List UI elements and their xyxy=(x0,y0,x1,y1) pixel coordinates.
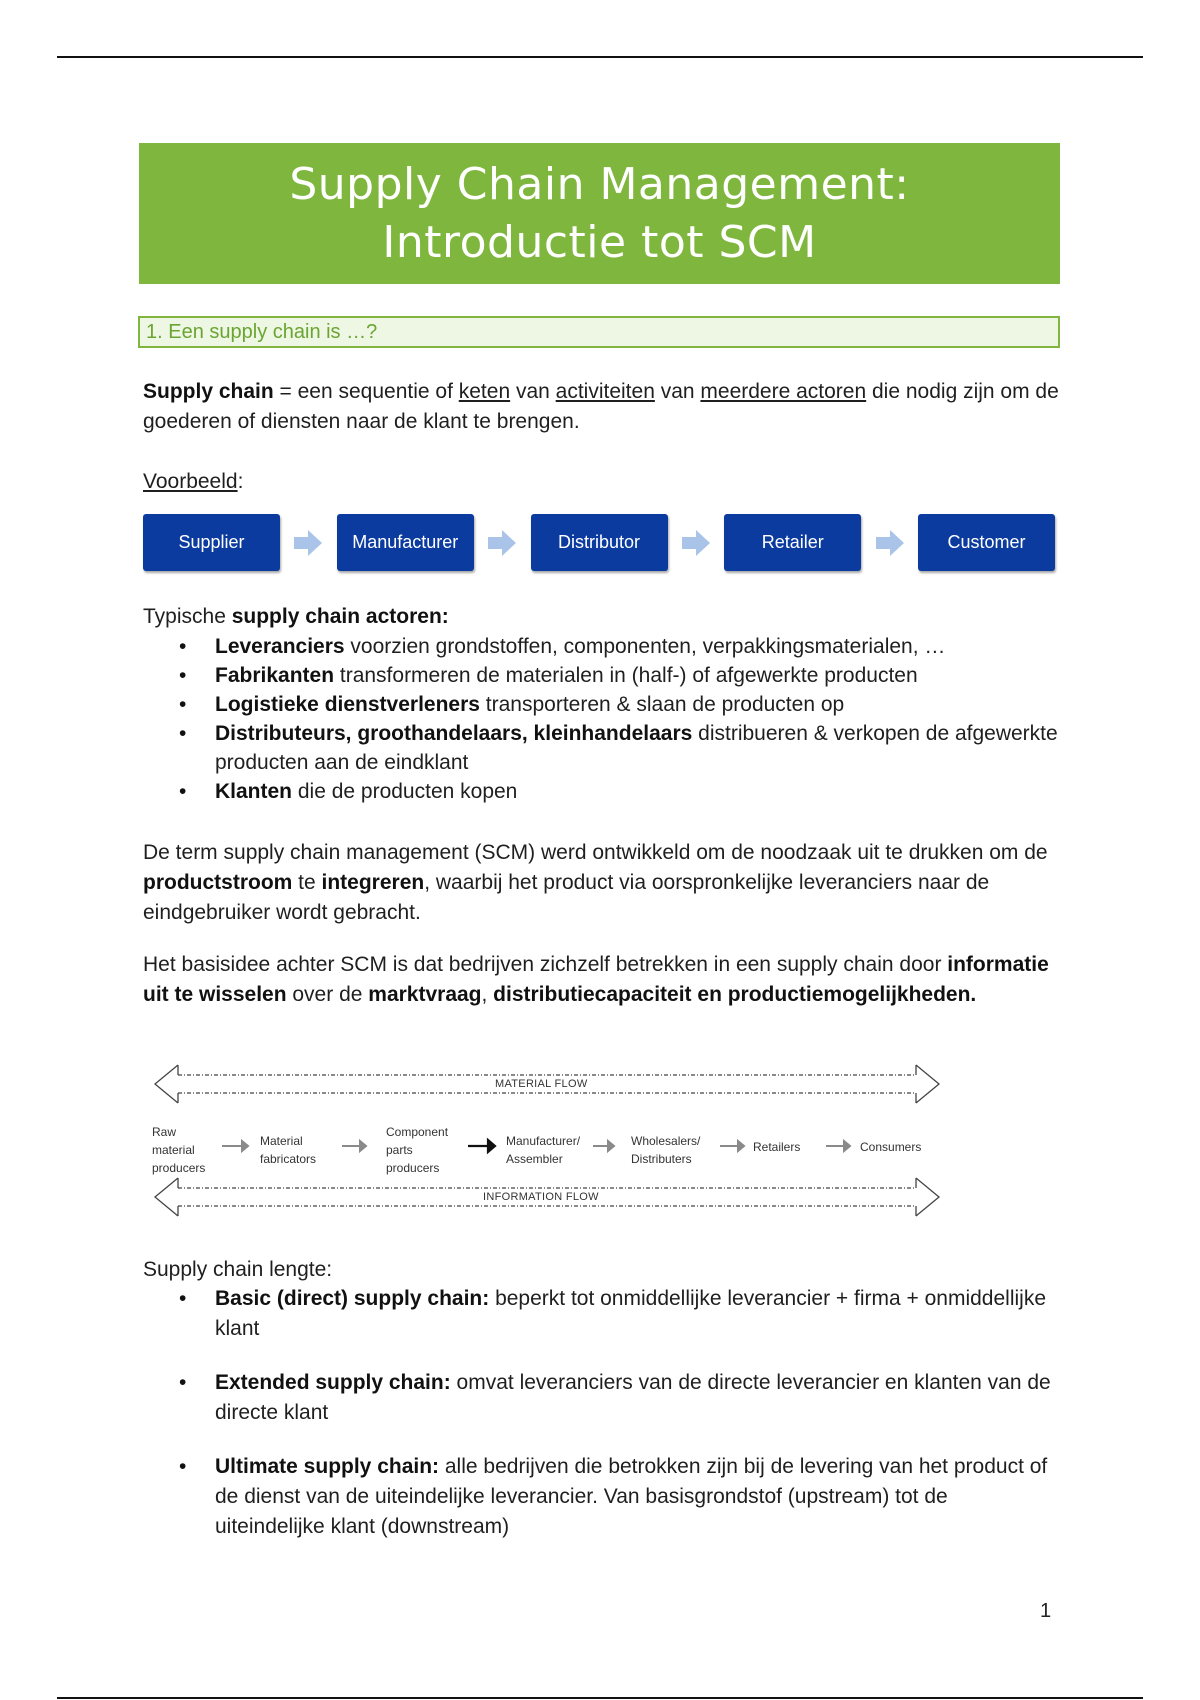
para-text: Het basisidee achter SCM is dat bedrijven zichzelf betrekken in een supply chain door xyxy=(143,953,948,976)
stage-manufacturer xyxy=(506,1132,580,1168)
stage-raw-material xyxy=(152,1123,205,1177)
stage-line: Assembler xyxy=(506,1152,563,1166)
para-text: , xyxy=(481,983,494,1006)
stage-line: Manufacturer/ xyxy=(506,1134,581,1148)
list-item-bold: Basic (direct) supply chain: xyxy=(215,1287,490,1310)
list-item xyxy=(143,690,1063,719)
list-item-text: beperkt tot onmiddellijke leverancier + firma + onmiddellijke klant xyxy=(215,1287,1047,1340)
example-label: Voorbeeld xyxy=(143,470,238,493)
stage-consumers xyxy=(860,1138,921,1156)
flow-box-distributor: Distributor xyxy=(531,514,668,571)
header-rule xyxy=(57,56,1143,58)
definition-term: Supply chain xyxy=(143,380,274,403)
scm-paragraph-2 xyxy=(143,950,1063,1010)
definition-text: die nodig zijn om de goederen of diensten naar de klant te brengen. xyxy=(143,380,1059,433)
stage-line: producers xyxy=(386,1161,440,1175)
list-item-text: omvat leveranciers van de directe leverancier en klanten van de directe klant xyxy=(215,1371,1051,1424)
para-text: De term supply chain management (SCM) werd ontwikkeld om de noodzaak uit te drukken om de xyxy=(143,841,1048,864)
para-text: te xyxy=(292,871,322,894)
scm-paragraph-1 xyxy=(143,838,1063,928)
example-colon: : xyxy=(237,470,244,493)
list-item xyxy=(143,1452,1063,1542)
definition-text: van xyxy=(654,380,701,403)
actors-list xyxy=(143,632,1063,806)
list-item-text: alle bedrijven die betrokken zijn bij de levering van het product of de dienst van de uiteindelijke leverancier. Van basisgrondstof (upstream) tot de uiteindelijke klant (downstream) xyxy=(215,1455,1048,1538)
stage-line: fabricators xyxy=(260,1152,317,1166)
page-number: 1 xyxy=(1040,1600,1052,1622)
length-heading: Supply chain lengte: xyxy=(143,1258,333,1281)
list-item xyxy=(143,1368,1063,1428)
stage-retailers xyxy=(753,1138,800,1156)
para-bold: informatie uit te wisselen xyxy=(143,953,1049,1006)
stage-line: Material xyxy=(260,1134,303,1148)
para-text: , waarbij het product via oorspronkelijke leveranciers naar de eindgebruiker wordt gebracht. xyxy=(143,871,990,924)
para-text: over de xyxy=(286,983,369,1006)
definition-keyword: activiteiten xyxy=(555,380,655,403)
list-item-text: voorzien grondstoffen, componenten, verpakkingsmaterialen, … xyxy=(344,635,946,658)
stage-line: Component xyxy=(386,1125,449,1139)
definition-keyword: keten xyxy=(458,380,511,403)
flow-box-supplier: Supplier xyxy=(143,514,280,571)
list-item-text: die de producten kopen xyxy=(292,780,518,803)
definition-text: = een sequentie of xyxy=(273,380,459,403)
stage-line: producers xyxy=(152,1161,206,1175)
stage-component-parts xyxy=(386,1123,448,1177)
list-item xyxy=(143,719,1063,777)
list-item-bold: Logistieke dienstverleners xyxy=(215,693,480,716)
title-banner xyxy=(139,143,1060,284)
definition-paragraph xyxy=(143,377,1063,437)
title-line-2: Introductie tot SCM xyxy=(382,216,817,268)
flow-box-retailer: Retailer xyxy=(724,514,861,571)
section-heading: 1. Een supply chain is …? xyxy=(138,316,1060,348)
list-item-bold: Fabrikanten xyxy=(215,664,335,687)
stage-line: material xyxy=(152,1143,195,1157)
stage-line: parts xyxy=(386,1143,413,1157)
supply-chain-flow xyxy=(143,513,1055,572)
stage-line: Raw xyxy=(152,1125,177,1139)
stage-line: Wholesalers/ xyxy=(631,1134,701,1148)
list-item-bold: Extended supply chain: xyxy=(215,1371,451,1394)
para-bold: integreren xyxy=(321,871,425,894)
list-item-bold: Ultimate supply chain: xyxy=(215,1455,440,1478)
actors-intro-text: Typische xyxy=(143,605,232,628)
definition-keyword: meerdere actoren xyxy=(700,380,867,403)
list-item-bold: Leveranciers xyxy=(215,635,345,658)
stage-line: Distributers xyxy=(631,1152,692,1166)
list-item xyxy=(143,1284,1063,1344)
list-item-text: transformeren de materialen in (half-) of afgewerkte producten xyxy=(334,664,918,687)
stage-wholesalers xyxy=(631,1132,700,1168)
para-bold: distributiecapaciteit en productiemogelijkheden. xyxy=(493,983,977,1006)
flow-arrow-icon xyxy=(292,527,324,559)
footer-rule xyxy=(57,1697,1143,1699)
flow-diagram xyxy=(150,1060,945,1230)
flow-box-customer: Customer xyxy=(918,514,1055,571)
flow-arrow-icon xyxy=(680,527,712,559)
flow-arrow-icon xyxy=(874,527,906,559)
list-item-text: transporteren & slaan de producten op xyxy=(479,693,845,716)
example-label-line xyxy=(143,467,1063,497)
list-item-text: distribueren & verkopen de afgewerkte producten aan de eindklant xyxy=(215,722,1058,774)
para-bold: marktvraag xyxy=(368,983,482,1006)
actors-intro-bold: supply chain actoren: xyxy=(231,605,449,628)
list-item xyxy=(143,661,1063,690)
stage-line: Consumers xyxy=(860,1140,922,1154)
title-line-1: Supply Chain Management: xyxy=(289,158,910,210)
definition-text: van xyxy=(510,380,556,403)
actors-intro xyxy=(143,602,1063,632)
stage-line: Retailers xyxy=(753,1140,801,1154)
stage-material-fabricators xyxy=(260,1132,316,1168)
list-item-bold: Distributeurs, groothandelaars, kleinhandelaars xyxy=(215,722,693,745)
material-flow-label: MATERIAL FLOW xyxy=(495,1078,588,1090)
list-item xyxy=(143,632,1063,661)
length-list xyxy=(143,1284,1063,1542)
list-item-bold: Klanten xyxy=(215,780,293,803)
list-item xyxy=(143,777,1063,806)
para-bold: productstroom xyxy=(143,871,293,894)
flow-arrow-icon xyxy=(486,527,518,559)
information-flow-label: INFORMATION FLOW xyxy=(483,1191,599,1203)
flow-box-manufacturer: Manufacturer xyxy=(337,514,474,571)
